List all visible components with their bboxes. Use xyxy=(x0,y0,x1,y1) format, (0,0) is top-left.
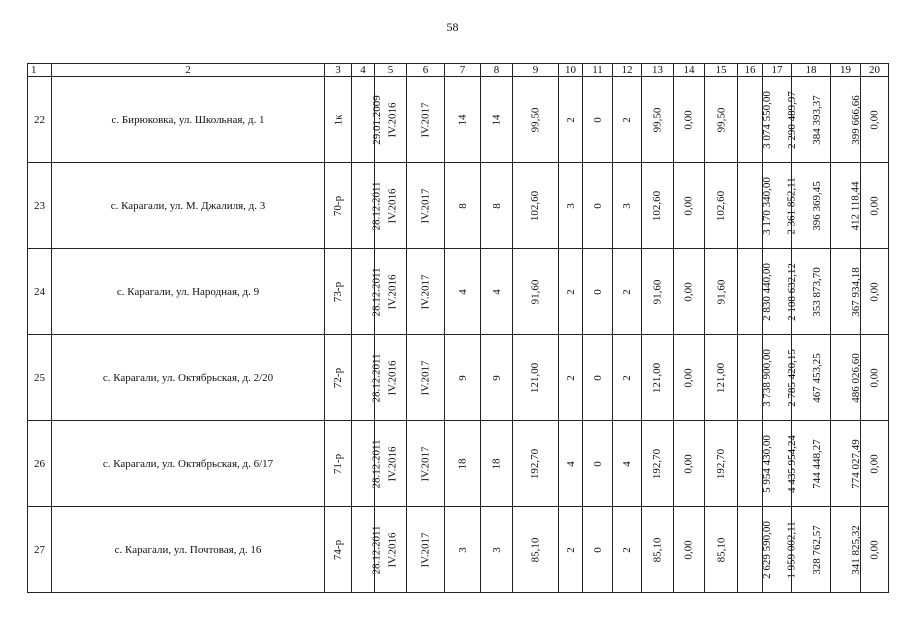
cell-value: IV.2017 xyxy=(419,102,432,137)
cell-col-10 xyxy=(559,421,583,507)
cell-value: 8 xyxy=(490,202,503,209)
cell-col-13 xyxy=(642,335,674,421)
column-header-9: 9 xyxy=(513,64,559,77)
cell-value: 2 108 632,12 xyxy=(785,262,798,321)
cell-col-4 xyxy=(352,163,383,249)
cell-value: 0,00 xyxy=(868,539,881,560)
table-row xyxy=(28,77,889,163)
cell-value: 399 666,66 xyxy=(849,94,862,145)
cell-col-2: с. Карагали, ул. Почтовая, д. 16 xyxy=(52,507,325,593)
column-header-7: 7 xyxy=(445,64,481,77)
cell-value: IV.2017 xyxy=(419,532,432,567)
cell-col-20 xyxy=(861,421,889,507)
column-header-12: 12 xyxy=(613,64,642,77)
cell-col-6 xyxy=(407,335,445,421)
cell-value: 0,00 xyxy=(868,367,881,388)
cell-value: 73-р xyxy=(331,281,344,302)
cell-col-3 xyxy=(325,507,352,593)
cell-col-8 xyxy=(481,507,513,593)
cell-col-13 xyxy=(642,421,674,507)
cell-value: 85,10 xyxy=(651,537,664,562)
cell-col-19 xyxy=(831,163,861,249)
column-header-17: 17 xyxy=(763,64,792,77)
cell-value: 2 xyxy=(564,546,577,553)
cell-value: 91,60 xyxy=(529,279,542,304)
cell-col-2: с. Карагали, ул. Октябрьская, д. 2/20 xyxy=(52,335,325,421)
cell-col-20 xyxy=(861,163,889,249)
cell-value: IV.2016 xyxy=(386,188,399,223)
cell-col-2: с. Карагали, ул. Октябрьская, д. 6/17 xyxy=(52,421,325,507)
cell-col-7 xyxy=(445,507,481,593)
cell-col-16 xyxy=(738,77,773,163)
cell-value: 2 830 440,00 xyxy=(760,262,773,321)
cell-col-12 xyxy=(613,335,642,421)
cell-value: 99,50 xyxy=(651,107,664,132)
cell-value: 91,60 xyxy=(715,279,727,304)
cell-col-12 xyxy=(613,163,642,249)
cell-col-10 xyxy=(559,249,583,335)
column-header-10: 10 xyxy=(559,64,583,77)
cell-col-15 xyxy=(705,163,738,249)
cell-value: 121,00 xyxy=(715,362,727,393)
cell-col-14 xyxy=(674,335,705,421)
column-header-5: 5 xyxy=(375,64,407,77)
cell-col-16 xyxy=(738,507,773,593)
column-header-13: 13 xyxy=(642,64,674,77)
cell-col-2: с. Карагали, ул. Народная, д. 9 xyxy=(52,249,325,335)
cell-col-2: с. Карагали, ул. М. Джалиля, д. 3 xyxy=(52,163,325,249)
cell-col-19 xyxy=(831,249,861,335)
column-header-18: 18 xyxy=(792,64,831,77)
cell-value: 2 290 489,97 xyxy=(785,90,798,149)
cell-value: IV.2017 xyxy=(419,274,432,309)
cell-value: 0 xyxy=(591,288,604,295)
table-row xyxy=(28,335,889,421)
cell-col-8 xyxy=(481,163,513,249)
cell-value: 396 369,45 xyxy=(810,180,823,231)
cell-col-9 xyxy=(513,335,559,421)
cell-value: 0,00 xyxy=(683,539,695,560)
cell-value: 2 xyxy=(621,374,633,381)
cell-value: 0,00 xyxy=(868,281,881,302)
cell-value: 2 629 590,00 xyxy=(760,520,773,579)
cell-value: 4 xyxy=(490,288,503,295)
cell-value: 18 xyxy=(456,458,469,469)
cell-col-20 xyxy=(861,77,889,163)
cell-value: 2 xyxy=(621,288,633,295)
cell-value: 72-р xyxy=(331,367,344,388)
cell-value: 384 393,37 xyxy=(810,94,823,145)
cell-value: 2 361 852,11 xyxy=(785,176,798,235)
cell-col-13 xyxy=(642,163,674,249)
cell-value: 99,50 xyxy=(529,107,542,132)
cell-value: 0,00 xyxy=(868,453,881,474)
cell-col-4 xyxy=(352,421,383,507)
cell-value: IV.2016 xyxy=(386,102,399,137)
cell-col-9 xyxy=(513,507,559,593)
cell-col-4 xyxy=(352,507,383,593)
cell-value: 367 934,18 xyxy=(849,266,862,317)
cell-col-6 xyxy=(407,249,445,335)
cell-col-7 xyxy=(445,421,481,507)
cell-value: 91,60 xyxy=(651,279,664,304)
cell-value: 9 xyxy=(456,374,469,381)
cell-value: 2 785 420,15 xyxy=(785,348,798,407)
cell-value: 0,00 xyxy=(868,109,881,130)
cell-col-1: 25 xyxy=(28,335,52,421)
cell-col-7 xyxy=(445,163,481,249)
cell-value: 102,60 xyxy=(715,190,727,221)
cell-col-8 xyxy=(481,77,513,163)
cell-value: 2 xyxy=(621,546,633,553)
cell-col-8 xyxy=(481,421,513,507)
cell-value: IV.2017 xyxy=(419,188,432,223)
cell-col-15 xyxy=(705,335,738,421)
cell-value: 2 xyxy=(564,288,577,295)
column-header-15: 15 xyxy=(705,64,738,77)
cell-col-12 xyxy=(613,249,642,335)
cell-value: 28.12.2011 xyxy=(370,524,383,575)
cell-col-15 xyxy=(705,507,738,593)
cell-value: 71-р xyxy=(331,453,344,474)
cell-col-6 xyxy=(407,163,445,249)
column-header-3: 3 xyxy=(325,64,352,77)
cell-col-1: 23 xyxy=(28,163,52,249)
cell-col-7 xyxy=(445,77,481,163)
cell-col-19 xyxy=(831,507,861,593)
cell-col-14 xyxy=(674,163,705,249)
cell-value: 1 959 002,11 xyxy=(785,520,798,579)
cell-value: 3 xyxy=(564,202,577,209)
cell-col-14 xyxy=(674,507,705,593)
cell-value: IV.2016 xyxy=(386,360,399,395)
column-header-16: 16 xyxy=(738,64,763,77)
cell-value: 5 954 430,00 xyxy=(760,434,773,493)
cell-col-12 xyxy=(613,77,642,163)
cell-col-9 xyxy=(513,163,559,249)
cell-col-9 xyxy=(513,77,559,163)
cell-col-20 xyxy=(861,335,889,421)
cell-col-6 xyxy=(407,77,445,163)
cell-value: 192,70 xyxy=(651,448,664,479)
cell-value: 0,00 xyxy=(868,195,881,216)
cell-col-16 xyxy=(738,163,773,249)
cell-col-3 xyxy=(325,421,352,507)
cell-col-12 xyxy=(613,421,642,507)
cell-value: 774 027,49 xyxy=(849,438,862,489)
cell-value: 744 448,27 xyxy=(810,438,823,489)
cell-col-19 xyxy=(831,335,861,421)
column-header-1: 1 xyxy=(28,64,52,77)
cell-col-6 xyxy=(407,421,445,507)
cell-value: 353 873,70 xyxy=(810,266,823,317)
cell-value: 2 xyxy=(621,116,633,123)
column-header-14: 14 xyxy=(674,64,705,77)
cell-col-7 xyxy=(445,335,481,421)
cell-value: 3 170 340,00 xyxy=(760,176,773,235)
cell-col-19 xyxy=(831,77,861,163)
cell-col-2: с. Бирюковка, ул. Школьная, д. 1 xyxy=(52,77,325,163)
cell-value: 102,60 xyxy=(651,190,664,221)
cell-col-4 xyxy=(352,77,383,163)
cell-col-11 xyxy=(583,507,613,593)
cell-value: 99,50 xyxy=(715,107,727,132)
cell-col-14 xyxy=(674,249,705,335)
cell-value: 3 xyxy=(490,546,503,553)
column-header-6: 6 xyxy=(407,64,445,77)
cell-col-11 xyxy=(583,421,613,507)
cell-col-11 xyxy=(583,335,613,421)
cell-col-15 xyxy=(705,421,738,507)
cell-value: 18 xyxy=(490,458,503,469)
cell-value: IV.2016 xyxy=(386,446,399,481)
column-header-8: 8 xyxy=(481,64,513,77)
cell-value: 4 435 954,24 xyxy=(785,434,798,493)
cell-value: 28.12.2011 xyxy=(370,180,383,231)
cell-col-15 xyxy=(705,249,738,335)
cell-col-16 xyxy=(738,421,773,507)
cell-value: 0,00 xyxy=(683,281,695,302)
cell-col-1: 27 xyxy=(28,507,52,593)
cell-value: 3 xyxy=(456,546,469,553)
column-header-19: 19 xyxy=(831,64,861,77)
cell-value: 0 xyxy=(591,202,604,209)
cell-value: 4 xyxy=(564,460,577,467)
cell-col-12 xyxy=(613,507,642,593)
table-row xyxy=(28,249,889,335)
cell-value: 4 xyxy=(456,288,469,295)
cell-value: 8 xyxy=(456,202,469,209)
cell-value: 14 xyxy=(456,114,469,125)
cell-col-13 xyxy=(642,77,674,163)
column-header-2: 2 xyxy=(52,64,325,77)
cell-col-11 xyxy=(583,77,613,163)
cell-value: 28.12.2011 xyxy=(370,352,383,403)
cell-value: 328 762,57 xyxy=(810,524,823,575)
cell-value: 0 xyxy=(591,546,604,553)
cell-value: 192,70 xyxy=(715,448,727,479)
cell-value: 0 xyxy=(591,460,604,467)
cell-value: 121,00 xyxy=(651,362,664,393)
cell-col-8 xyxy=(481,249,513,335)
cell-col-16 xyxy=(738,335,773,421)
cell-col-13 xyxy=(642,507,674,593)
cell-col-20 xyxy=(861,249,889,335)
cell-value: 2 xyxy=(564,374,577,381)
cell-value: 85,10 xyxy=(715,537,727,562)
cell-col-1: 22 xyxy=(28,77,52,163)
cell-col-20 xyxy=(861,507,889,593)
table-row xyxy=(28,163,889,249)
cell-col-13 xyxy=(642,249,674,335)
cell-col-10 xyxy=(559,507,583,593)
cell-col-3 xyxy=(325,163,352,249)
cell-col-6 xyxy=(407,507,445,593)
cell-value: 412 118,44 xyxy=(849,180,862,231)
cell-col-15 xyxy=(705,77,738,163)
page-number: 58 xyxy=(446,20,459,34)
cell-col-4 xyxy=(352,249,383,335)
table-row xyxy=(28,421,889,507)
cell-col-14 xyxy=(674,421,705,507)
table-row xyxy=(28,507,889,593)
cell-value: IV.2017 xyxy=(419,446,432,481)
cell-col-9 xyxy=(513,249,559,335)
cell-col-8 xyxy=(481,335,513,421)
cell-col-3 xyxy=(325,77,352,163)
cell-value: 121,00 xyxy=(529,362,542,393)
cell-value: 14 xyxy=(490,114,503,125)
cell-col-19 xyxy=(831,421,861,507)
table-body xyxy=(28,77,889,593)
column-header-4: 4 xyxy=(352,64,375,77)
cell-col-3 xyxy=(325,335,352,421)
cell-value: 3 074 550,00 xyxy=(760,90,773,149)
cell-value: 3 xyxy=(621,202,633,209)
cell-value: 0 xyxy=(591,116,604,123)
cell-value: 0,00 xyxy=(683,109,695,130)
header-row xyxy=(28,64,889,77)
cell-value: 85,10 xyxy=(529,537,542,562)
cell-value: 0 xyxy=(591,374,604,381)
cell-value: 0,00 xyxy=(683,195,695,216)
cell-value: 9 xyxy=(490,374,503,381)
cell-value: 2 xyxy=(564,116,577,123)
cell-col-7 xyxy=(445,249,481,335)
cell-value: 70-р xyxy=(331,195,344,216)
cell-value: IV.2016 xyxy=(386,532,399,567)
cell-value: 192,70 xyxy=(529,448,542,479)
cell-col-4 xyxy=(352,335,383,421)
cell-col-9 xyxy=(513,421,559,507)
cell-col-10 xyxy=(559,163,583,249)
cell-col-14 xyxy=(674,77,705,163)
cell-col-3 xyxy=(325,249,352,335)
cell-value: 486 026,60 xyxy=(849,352,862,403)
cell-col-1: 24 xyxy=(28,249,52,335)
cell-value: 467 453,25 xyxy=(810,352,823,403)
cell-value: IV.2017 xyxy=(419,360,432,395)
data-table xyxy=(27,63,889,593)
cell-value: 28.12.2011 xyxy=(370,266,383,317)
cell-col-10 xyxy=(559,77,583,163)
cell-col-16 xyxy=(738,249,773,335)
cell-value: 3 738 900,00 xyxy=(760,348,773,407)
cell-col-10 xyxy=(559,335,583,421)
cell-col-11 xyxy=(583,249,613,335)
cell-value: 341 825,32 xyxy=(849,524,862,575)
column-header-20: 20 xyxy=(861,64,889,77)
column-header-11: 11 xyxy=(583,64,613,77)
cell-col-11 xyxy=(583,163,613,249)
cell-value: 74-р xyxy=(331,539,344,560)
cell-value: 0,00 xyxy=(683,367,695,388)
cell-value: 1к xyxy=(331,114,344,125)
cell-value: 29.01.2009 xyxy=(370,94,383,145)
cell-value: 4 xyxy=(621,460,633,467)
cell-col-1: 26 xyxy=(28,421,52,507)
cell-value: IV.2016 xyxy=(386,274,399,309)
cell-value: 0,00 xyxy=(683,453,695,474)
cell-value: 102,60 xyxy=(529,190,542,221)
cell-value: 28.12.2011 xyxy=(370,438,383,489)
